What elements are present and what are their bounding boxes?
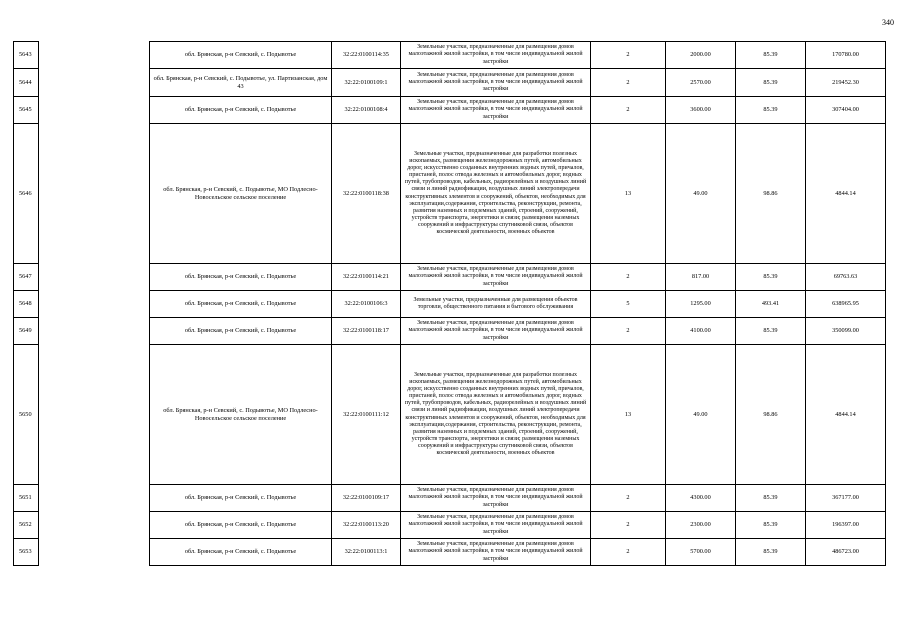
cadastral-number-cell: 32:22:0100113:1	[332, 539, 401, 566]
use-group-cell: 2	[591, 97, 666, 124]
cadastral-number-cell: 32:22:0100113:20	[332, 512, 401, 539]
address-cell: обл. Брянская, р-н Севский, с. Подывотье	[150, 97, 332, 124]
address-cell: обл. Брянская, р-н Севский, с. Подывотье	[150, 264, 332, 291]
table-row	[14, 97, 886, 124]
specific-value-cell: 85.39	[736, 539, 806, 566]
use-group-cell: 2	[591, 539, 666, 566]
page-number: 340	[882, 18, 894, 27]
use-group-cell: 13	[591, 345, 666, 485]
row-number: 5643	[14, 42, 39, 69]
empty-cell	[39, 512, 150, 539]
use-group-cell: 5	[591, 291, 666, 318]
cadastral-value-cell: 307404.00	[806, 97, 886, 124]
use-group-cell: 2	[591, 264, 666, 291]
land-use-cell: Земельные участки, предназначенные для размещения домов малоэтажной жилой застройки, в том числе индивидуальной жилой застройки	[401, 485, 591, 512]
cadastral-value-cell: 196397.00	[806, 512, 886, 539]
specific-value-cell: 85.39	[736, 97, 806, 124]
row-number: 5652	[14, 512, 39, 539]
cadastral-value-cell: 4844.14	[806, 124, 886, 264]
use-group-cell: 13	[591, 124, 666, 264]
address-cell: обл. Брянская, р-н Севский, с. Подывотье	[150, 291, 332, 318]
empty-cell	[39, 345, 150, 485]
specific-value-cell: 493.41	[736, 291, 806, 318]
cadastral-number-cell: 32:22:0100118:38	[332, 124, 401, 264]
row-number: 5646	[14, 124, 39, 264]
land-use-cell: Земельные участки, предназначенные для размещения домов малоэтажной жилой застройки, в том числе индивидуальной жилой застройки	[401, 97, 591, 124]
land-use-cell: Земельные участки, предназначенные для размещения домов малоэтажной жилой застройки, в том числе индивидуальной жилой застройки	[401, 69, 591, 97]
area-cell: 2000.00	[666, 42, 736, 69]
table-row	[14, 124, 886, 264]
cadastral-value-cell: 170780.00	[806, 42, 886, 69]
address-cell: обл. Брянская, р-н Севский, с. Подывотье, МО Подлесно-Новосельское сельское поселение	[150, 345, 332, 485]
table-row	[14, 69, 886, 97]
cadastral-value-cell: 4844.14	[806, 345, 886, 485]
cadastral-value-cell: 367177.00	[806, 485, 886, 512]
table-row	[14, 318, 886, 345]
row-number: 5649	[14, 318, 39, 345]
cadastral-number-cell: 32:22:0100114:35	[332, 42, 401, 69]
specific-value-cell: 85.39	[736, 264, 806, 291]
table-row	[14, 539, 886, 566]
use-group-cell: 2	[591, 318, 666, 345]
cadastral-value-cell: 350099.00	[806, 318, 886, 345]
area-cell: 2300.00	[666, 512, 736, 539]
use-group-cell: 2	[591, 485, 666, 512]
land-use-cell: Земельные участки, предназначенные для размещения домов малоэтажной жилой застройки, в том числе индивидуальной жилой застройки	[401, 264, 591, 291]
land-use-cell: Земельные участки, предназначенные для размещения объектов торговли, общественного питания и бытового обслуживания	[401, 291, 591, 318]
use-group-cell: 2	[591, 69, 666, 97]
specific-value-cell: 98.86	[736, 345, 806, 485]
address-cell: обл. Брянская, р-н Севский, с. Подывотье, МО Подлесно-Новосельское сельское поселение	[150, 124, 332, 264]
empty-cell	[39, 539, 150, 566]
cadastral-value-cell: 486723.00	[806, 539, 886, 566]
area-cell: 4100.00	[666, 318, 736, 345]
land-use-cell: Земельные участки, предназначенные для разработки полезных ископаемых, размещения железнодорожных путей, автомобильных дорог, искусственно созданных внутренних водных путей, причалов, пристаней, полос отвода железных и автомобильных дорог, водных путей, трубопроводов, кабельных, радиорелейных и воздушных линий связи и линий радиофикации, воздушных линий электропередачи конструктивных элементов и сооружений, объектов, необходимых для эксплуатации,содержания, строительства, реконструкции, ремонта, развития наземных и подземных зданий, строений, сооружений, устройств транспорта, энергетики и связи; размещения наземных сооружений и инфраструктуры спутниковой связи, объектов космической деятельности, военных объектов	[401, 345, 591, 485]
specific-value-cell: 85.39	[736, 318, 806, 345]
address-cell: обл. Брянская, р-н Севский, с. Подывотье	[150, 318, 332, 345]
area-cell: 49.00	[666, 345, 736, 485]
cadastral-value-cell: 638965.95	[806, 291, 886, 318]
cadastral-number-cell: 32:22:0100109:17	[332, 485, 401, 512]
empty-cell	[39, 97, 150, 124]
table-row	[14, 291, 886, 318]
address-cell: обл. Брянская, р-н Севский, с. Подывотье	[150, 539, 332, 566]
specific-value-cell: 85.39	[736, 42, 806, 69]
address-cell: обл. Брянская, р-н Севский, с. Подывотье	[150, 512, 332, 539]
row-number: 5650	[14, 345, 39, 485]
land-use-cell: Земельные участки, предназначенные для размещения домов малоэтажной жилой застройки, в том числе индивидуальной жилой застройки	[401, 512, 591, 539]
area-cell: 2570.00	[666, 69, 736, 97]
use-group-cell: 2	[591, 42, 666, 69]
use-group-cell: 2	[591, 512, 666, 539]
table-row	[14, 264, 886, 291]
table-row	[14, 345, 886, 485]
address-cell: обл. Брянская, р-н Севский, с. Подывотье	[150, 42, 332, 69]
specific-value-cell: 85.39	[736, 69, 806, 97]
specific-value-cell: 85.39	[736, 485, 806, 512]
land-use-cell: Земельные участки, предназначенные для размещения домов малоэтажной жилой застройки, в том числе индивидуальной жилой застройки	[401, 42, 591, 69]
area-cell: 817.00	[666, 264, 736, 291]
row-number: 5653	[14, 539, 39, 566]
area-cell: 3600.00	[666, 97, 736, 124]
cadastral-number-cell: 32:22:0100111:12	[332, 345, 401, 485]
specific-value-cell: 98.86	[736, 124, 806, 264]
cadastral-number-cell: 32:22:0100114:21	[332, 264, 401, 291]
empty-cell	[39, 291, 150, 318]
cadastral-number-cell: 32:22:0100118:17	[332, 318, 401, 345]
empty-cell	[39, 485, 150, 512]
empty-cell	[39, 69, 150, 97]
address-cell: обл. Брянская, р-н Севский, с. Подывотье, ул. Партизанская, дом 43	[150, 69, 332, 97]
row-number: 5644	[14, 69, 39, 97]
table-row	[14, 512, 886, 539]
table-row	[14, 485, 886, 512]
row-number: 5647	[14, 264, 39, 291]
cadastral-value-table	[13, 41, 886, 566]
empty-cell	[39, 42, 150, 69]
empty-cell	[39, 318, 150, 345]
land-use-cell: Земельные участки, предназначенные для разработки полезных ископаемых, размещения железнодорожных путей, автомобильных дорог, искусственно созданных внутренних водных путей, причалов, пристаней, полос отвода железных и автомобильных дорог, водных путей, трубопроводов, кабельных, радиорелейных и воздушных линий связи и линий радиофикации, воздушных линий электропередачи конструктивных элементов и сооружений, объектов, необходимых для эксплуатации,содержания, строительства, реконструкции, ремонта, развития наземных и подземных зданий, строений, сооружений, устройств транспорта, энергетики и связи; размещения наземных сооружений и инфраструктуры спутниковой связи, объектов космической деятельности, военных объектов	[401, 124, 591, 264]
empty-cell	[39, 264, 150, 291]
area-cell: 49.00	[666, 124, 736, 264]
area-cell: 1295.00	[666, 291, 736, 318]
cadastral-number-cell: 32:22:0100109:1	[332, 69, 401, 97]
land-use-cell: Земельные участки, предназначенные для размещения домов малоэтажной жилой застройки, в том числе индивидуальной жилой застройки	[401, 539, 591, 566]
cadastral-value-cell: 69763.63	[806, 264, 886, 291]
row-number: 5651	[14, 485, 39, 512]
address-cell: обл. Брянская, р-н Севский, с. Подывотье	[150, 485, 332, 512]
area-cell: 5700.00	[666, 539, 736, 566]
row-number: 5645	[14, 97, 39, 124]
empty-cell	[39, 124, 150, 264]
table-row	[14, 42, 886, 69]
table-body	[14, 42, 886, 566]
specific-value-cell: 85.39	[736, 512, 806, 539]
cadastral-value-cell: 219452.30	[806, 69, 886, 97]
row-number: 5648	[14, 291, 39, 318]
cadastral-number-cell: 32:22:0100106:3	[332, 291, 401, 318]
cadastral-number-cell: 32:22:0100108:4	[332, 97, 401, 124]
land-use-cell: Земельные участки, предназначенные для размещения домов малоэтажной жилой застройки, в том числе индивидуальной жилой застройки	[401, 318, 591, 345]
area-cell: 4300.00	[666, 485, 736, 512]
